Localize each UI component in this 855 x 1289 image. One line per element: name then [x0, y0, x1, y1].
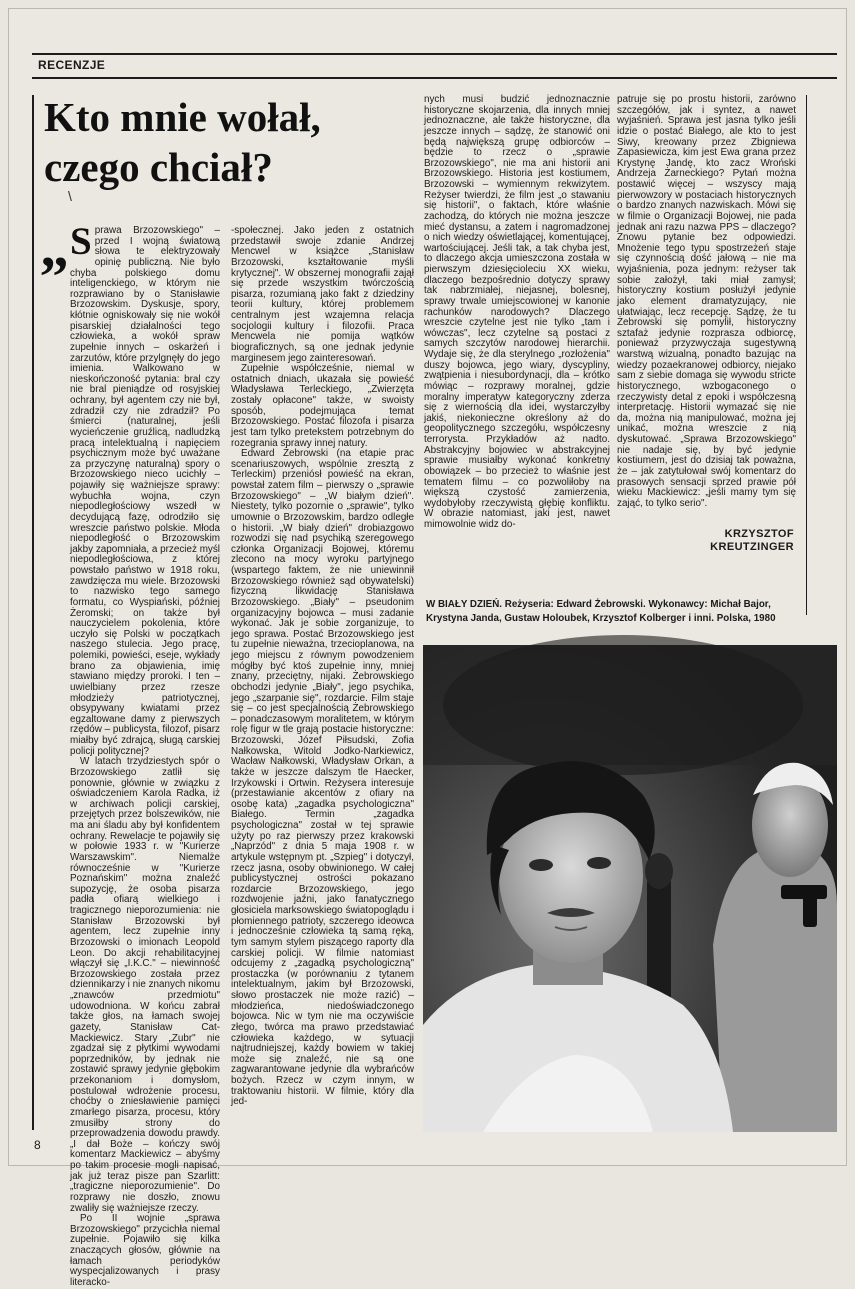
headline: [44, 92, 384, 192]
page-number: 8: [34, 1138, 41, 1152]
photo-caption: W BIAŁY DZIEŃ. Reżyseria: Edward Żebrowski. Wykonawcy: Michał Bajor, Krystyna Janda, Gustaw Holoubek, Krzysztof Kolberger i inni. Polska, 1980: [426, 599, 776, 624]
film-still-illustration: [423, 645, 837, 1132]
paragraph: patruje się po prostu historii, zarówno szczegółów, jak i syntez, a nawet wyjaśnień. Sprawa jest jasna tylko jeśli idzie o postać Białego, ale kto to jest Siwy, kreowany przez Zbigniewa Zapasiewicza, kim jest Ewa grana przez Krystynę Jandę, kto zacz Wroński Andrzeja Żarneckiego? Pytań można postawić więcej – wszyscy mają pierwowzory w postaciach historycznych o bardzo znanych nazwiskach. Mówi się w filmie o Organizacji Bojowej, nie pada jednak ani razu nazwa PPS – dlaczego? Znowu pytanie bez odpowiedzi. Mnożenie tego typu spostrzeżeń staje się czynnością dość jałową – nie ma wyjaśnienia, poza jednym: reżyser tak sobie założył, taki miał zamysł; historyczny kostium posłużył jedynie jako element dramatyzujący, nie ułatwiając, lecz recepcję. Sądzę, że tu Żebrowski się pomylił, historyczny sztafaż jedynie rozprasza odbiorcę, ponieważ przyzwyczaja sugestywną warstwą wizualną, ponadto bazując na wiedzy pozaekranowej odbiorcy, niejako sam z siebie domaga się wywodu stricte historycznego, wzbogaconego o rzeczywisty detal z epoki i współczesną interpretację. Historii wymazać się nie da, można nią manipulować, można jej unikać, można wreszcie z nią dyskutować. „Sprawa Brzozowskiego" nie nadaje się, by być jedynie kostiumem, jest do dzisiaj tak poważna, że – jak zatytułował swój komentarz do prasowych sensacji sprzed prawie pół wieku Mackiewicz: „jeśli mamy tym się zająć, to tylko serio".: [617, 94, 796, 509]
drop-cap: S: [70, 220, 92, 263]
film-still-photo: [423, 645, 837, 1132]
paragraph: W latach trzydziestych spór o Brzozowskiego zatlił się ponownie, głównie w związku z oświadczeniem Karola Radka, iż w archiwach policji carskiej, przejętych przez bolszewików, nie ma ani śladu aby był konfidentem ochrany. Rewelacje te pojawiły się w połowie 1933 r. w "Kurierze Warszawskim". Niemalże równocześnie w "Kurierze Poznańskim" można znaleźć supozycję, że osoba pisarza padła ofiarą wielkiego i tragicznego nieporozumienia: nie Stanisław Brzozowski był agentem, lecz zupełnie inny Brzozowski o imionach Leopold Leon. Do akcji rehabilitacyjnej włączył się „I.K.C." – niewinność Brzozowskiego została przez dziennikarzy i nie znanych nikomu „znawców przedmiotu" udowodniona. W końcu zabrał także głos, na łamach swojej gazety, Stanisław Cat-Mackiewicz. Stary „Zubr" nie zgadzał się z płytkimi wywodami poprzedników, by jednak nie zostawić sprawy jedynie głębokim przekonaniom i domysłom, postulował wdrożenie procesu, choćby o zniesławienie pamięci zmarłego pisarza, procesu, który zmusiłby strony do przeprowadzenia dowodu prawdy. „I dał Boże – kończy swój komentarz Mackiewicz – abyśmy po takim procesie mogli napisać, jak już teraz pisze pan Szarlitt: „tragiczne nieporozumienie". Do rozprawy nie doszło, znowu zwaliły się ważniejsze rzeczy.: [70, 756, 220, 1214]
paragraph: [70, 220, 220, 757]
right-column-divider: [806, 95, 807, 615]
article-left-rule: [32, 95, 34, 1130]
paragraph-text: prawa Brzozowskiego" – przed I wojną światową słowa te elektryzowały opinię publiczną. Nie było chyba polskiego domu inteligenckiego, w którym nie rozprawiano by o Stanisławie Brzozowskim. Dyskusje, spory, kłótnie ogniskowały się nie wokół pisarskiej działalności tego człowieka, a wokół spraw zupełnie innych – oskarżeń i zarzutów, które przylgnęły do jego imienia. Walkowano w nieskończoność pytania: bral czy nie bral pieniądze od rosyjskiej ochrany, był agentem czy nie był, zdradził czy nie zdradził? Po śmierci (naturalnej, jeśli wycieńczenie gruźlicą, nadludzką pracą intelektualną i napięciem psychicznym może być uważane za przyczynę naturalną) spory o Brzozowskiego nieco ucichły – pojawiły się ważniejsze sprawy: wybuchła wojna, czyn niepodległościowy wszedł w decydującą fazę, odrodziło się wreszcie państwo polskie. Młoda niepodległość o Brzozowskim jakby zapomniała, a przecież myśl niepodległościowa, z której powstało państwo w 1918 roku, zawdzięcza mu wiele. Brzozowski to nazwisko tego samego formatu, co Wyspiański, później Żeromski; on także był nauczycielem pokolenia, które uczyło się Polski w początkach naszego stulecia. Jego pracę, polemiki, powieści, eseje, wykłady brano za objawienia, imię stawiano między proroki. I ten – uwielbiany przez rzesze młodzieży patriotycznej, obsypywany kwiatami przez egzaltowane damy z pierwszych rzędów – publicysta, filozof, pisarz miałby być zdrajcą, sługą carskiej policji politycznej?: [70, 225, 220, 757]
article-column-4: [617, 95, 796, 519]
top-rule: [32, 53, 837, 55]
paragraph: Po II wojnie „sprawa Brzozowskiego" przycichła niemal zupełnie. Pojawiło się kilka znaczących głosów, głównie na łamach periodyków wyspecjalizowanych i prasy literacko-: [70, 1213, 220, 1288]
paragraph: Zupełnie współcześnie, niemal w ostatnich dniach, ukazała się powieść Władysława Terleckiego, „Zwierzęta zostały opłacone" także, w swoisty sposób, podejmująca temat Brzozowskiego. Postać filozofa i pisarza jest tam tylko pretekstem potrzebnym do rozegrania sprawy innej natury.: [231, 363, 414, 449]
headline-line-2: czego chciał?: [44, 144, 273, 190]
section-rule: [32, 77, 837, 79]
article-column-3: [424, 95, 610, 579]
paragraph: nych musi budzić jednoznacznie historyczne skojarzenia, dla innych mniej jednoznaczne, ale także historyczne, dla jeszcze innych – sądzę, że stanowić oni będą największą grupę odbiorców – będzie to rzecz o „sprawie Brzozowskiego", nie ma ani historii ani Brzozowskiego. Historia jest kostiumem, Brzozowski – wymiennym rekwizytem. Reżyser twierdzi, że film jest „o stawaniu się historii", o faktach, które właśnie zachodzą, do których nie można jeszcze mieć dystansu, a zatem i nagromadzonej o nich wiedzy oświetlającej, komentującej, wartościującej. Jeśli tak, a tak chyba jest, to dlaczego akcja umieszczona została w pierwszym dziesięcioleciu XX wieku, dlaczego bezpośrednio dotyczy sprawy tak nabrzmiałej, niejasnej, bolesnej, sprawy trwale umiejscowionej w kanonie rachunków narodowych? Dlaczego wreszcie czytelne jest nie tylko „tam i wówczas", lecz czytelne są postaci z samych szczytów narodowej hierarchii. Wydaje się, że dla sterylnego „rozłożenia" duszy bojowca, jego wiary, dyscypliny, zwątpienia i niesubordynacji, dla – krótko mówiąc – rozprawy moralnej, gdzie moralny imperatyw kategoryczny zderza się z wiernością dla idei, wystarczyłby jakiś, niekonieczne określony aż do geopolitycznego szczegółu, współczesny terrorysta. Przykładów aż nadto. Abstrakcyjny bojowiec w abstrakcyjnej sprawie musiałby wykonać konkretny obowiązek – bo przecież to właśnie jest tematem filmu – co pozwoliłoby na większą czystość zamierzenia, wydobyłoby rzeczywistą głębię konfliktu. W obrazie natomiast, jaki jest, nawet mimowolnie widz do-: [424, 94, 610, 530]
article-column-1: [70, 220, 220, 1288]
decorative-dash: \: [68, 188, 72, 204]
author-byline: [640, 528, 794, 554]
paragraph: -społecznej. Jako jeden z ostatnich przedstawił swoje zdanie Andrzej Mencwel w książce „Stanisław Brzozowski, kształtowanie myśli krytycznej". W obszernej monografii zajął się przede wszystkim twórczością pisarza, rozumianą jako fakt z dziedziny teorii kultury, której problemem centralnym jest wzajemna relacja socjologii kultury i filozofii. Praca Mencwela nie pomija wątków biograficznych, są one jednak jedynie marginesem jego zainteresowań.: [231, 225, 414, 364]
author-last-name: KREUTZINGER: [710, 541, 794, 553]
section-label: RECENZJE: [38, 58, 106, 72]
paragraph: Edward Żebrowski (na etapie prac scenariuszowych, wspólnie zresztą z Terleckim) przeniósł powieść na ekran, powstał zatem film – pierwszy o „sprawie Brzozowskiego" – „W białym dzień". Niestety, tylko pozornie o „sprawie", tylko umownie o Brzozowskim, bardzo odległe o historii. „W biały dzień" drobiazgowo rozwodzi się nad psychiką szeregowego członka Organizacji Bojowej, któremu zlecono na mocy wyroku partyjnego (wspartego faktem, że nie uniewinnił Brzozowskiego również sąd obywatelski) fizyczną likwidację Stanisława Brzozowskiego. „Biały" – pseudonim organizacyjny bojowca – musi zadanie wykonać. Jak je sobie zorganizuje, to jego sprawa. Postać Brzozowskiego jest tu zupełnie nieważna, trzecioplanowa, na jego miejscu z równym powodzeniem mógłby być ktoś zupełnie inny, mniej znany, przeciętny, nijaki. Żebrowskiego obchodzi jedynie „Biały", jego psychika, jego „szarpanie się", rozdarcie. Film staje się – co jest specjalnością Żebrowskiego – ponadczasowym moralitetem, w którym rolę figur w tle grają postacie historyczne: Brzozowski, Józef Piłsudski, Zofia Nałkowska, Witold Jodko-Narkiewicz, Wacław Nałkowski, Władysław Orkan, a także w jeszcze dalszym tle Haecker, Irzykowski i Ortwin. Reżysera interesuje (przestawianie akcentów z ofiary na osobę kata) „zagadka psychologiczna" Białego. Termin „zagadka psychologiczna" został w tej sprawie użyty po raz pierwszy przez krakowski „Naprzód" z dnia 5 maja 1908 r. w artykule wstępnym pt. „Szpieg" i dotyczył, rzecz jasna, osoby obwinionego. W całej publicystycznej ostrości pokazano rozdarcie Brzozowskiego, jego rozdwojenie jaźni, jako fanatycznego głosiciela marksowskiego światopoglądu i płomiennego patrioty, szczerego ideowca i jednocześnie człowieka tą samą ręką, tym samym stylem piszącego raporty dla carskiej policji. W filmie natomiast odcujemy z „zagadką psychologiczną" prostaczka (w porównaniu z tytanem intelektualnym, jakim był Brzozowski, słowo prostaczek nie może razić) – młodzieńca, niedoświadczonego bojowca. Nic w tym nie ma oczywiście złego, twórca ma prawo przedstawiać człowieka każdego, w sytuacji najtrudniejszej, każdy bowiem w takiej może się znaleźć, nie są one zagwarantowane jedynie dla wybrańców bożych. Rzecz w czym innym, w traktowaniu historii. W filmie, który dla jed-: [231, 448, 414, 1108]
opening-quote-mark: „: [40, 214, 69, 279]
author-first-name: KRZYSZTOF: [724, 528, 794, 540]
headline-line-1: Kto mnie wołał,: [44, 94, 321, 140]
article-column-2: [231, 226, 414, 1129]
